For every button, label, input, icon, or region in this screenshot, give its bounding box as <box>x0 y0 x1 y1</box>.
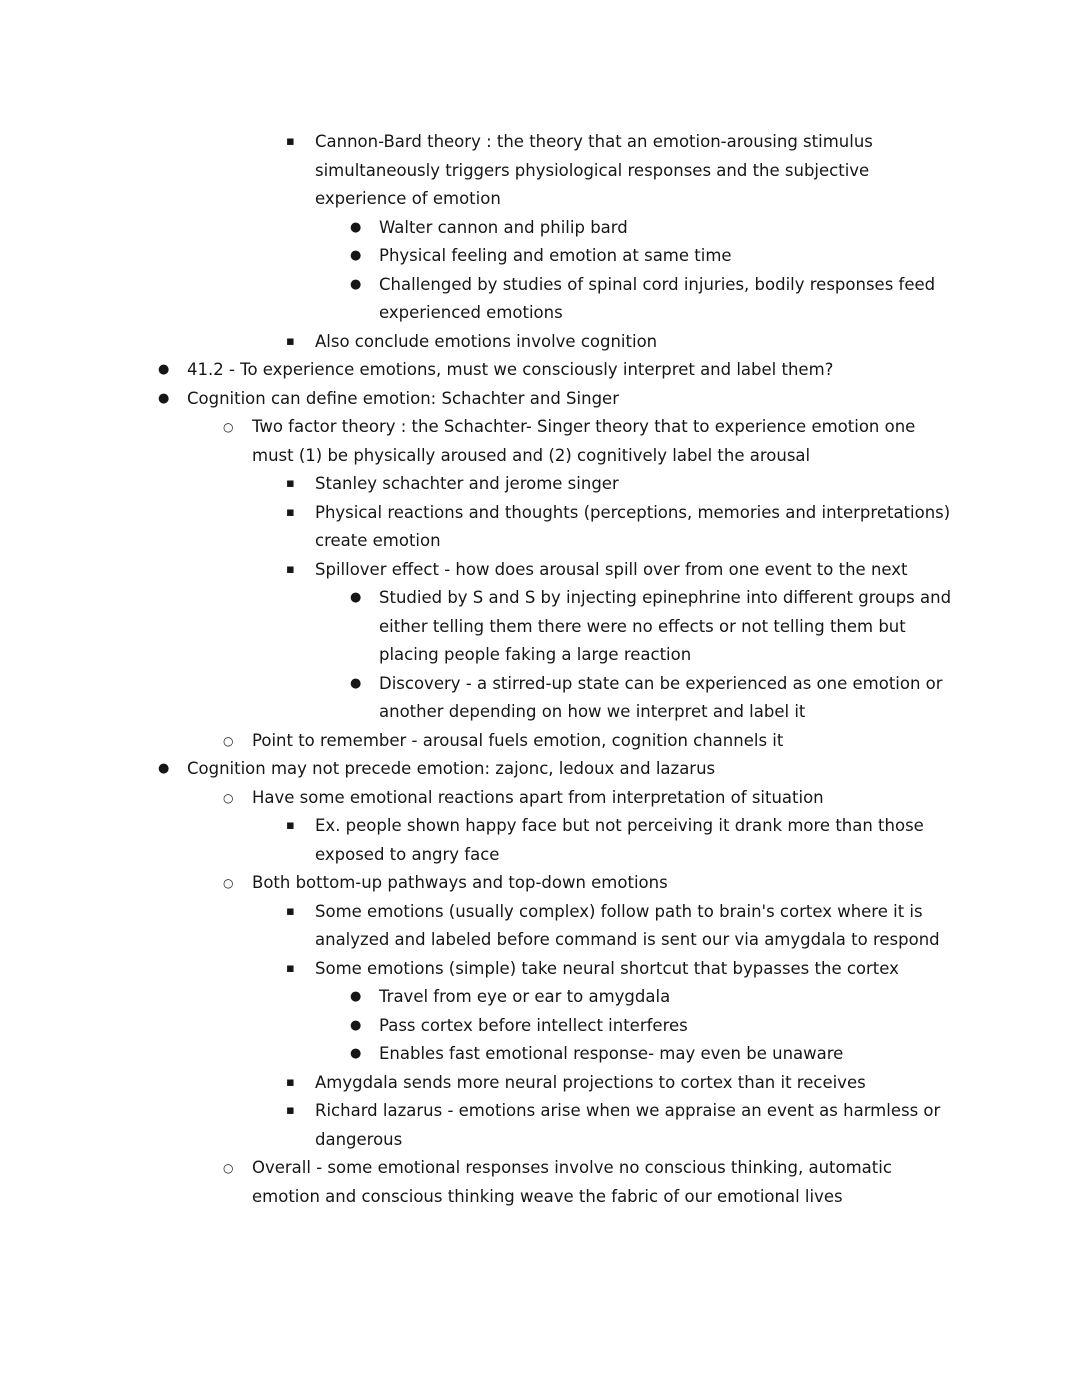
list-item <box>158 385 960 414</box>
list-item <box>286 470 960 499</box>
list-item <box>223 727 960 756</box>
square-bullet-icon: ▪ <box>286 476 295 491</box>
disc-bullet-icon: ● <box>158 761 170 776</box>
square-bullet-icon: ▪ <box>286 561 295 577</box>
disc-bullet-icon: ● <box>158 390 170 406</box>
list-item-text: Spillover effect - how does arousal spill over from one event to the next <box>315 559 908 579</box>
list-item <box>286 1097 960 1154</box>
list-item-text: Two factor theory : the Schachter- Singer theory that to experience emotion one must (1) be physically aroused and (2) cognitively label the arousal <box>252 417 916 465</box>
square-bullet-icon: ▪ <box>286 903 295 919</box>
list-item <box>286 556 960 585</box>
square-bullet-icon: ▪ <box>286 504 295 520</box>
disc-bullet-icon: ● <box>350 989 362 1004</box>
square-bullet-icon: ▪ <box>286 818 295 833</box>
list-item <box>286 898 960 955</box>
list-item <box>158 356 960 385</box>
list-item-text: Also conclude emotions involve cognition <box>315 331 658 351</box>
list-item <box>350 1012 960 1041</box>
list-item-text: Challenged by studies of spinal cord injuries, bodily responses feed experienced emotions <box>379 274 936 322</box>
disc-bullet-icon: ● <box>350 590 362 605</box>
list-item-text: Cognition can define emotion: Schachter and Singer <box>187 388 619 408</box>
list-item <box>286 128 960 214</box>
square-bullet-icon: ▪ <box>286 333 295 349</box>
list-item-text: Studied by S and S by injecting epinephrine into different groups and either telling them there were no effects or not telling them but placing people faking a large reaction <box>379 588 952 664</box>
disc-bullet-icon: ● <box>350 675 362 691</box>
list-item-text: Some emotions (simple) take neural shortcut that bypasses the cortex <box>315 958 899 978</box>
list-item <box>286 1069 960 1098</box>
list-item-text: 41.2 - To experience emotions, must we consciously interpret and label them? <box>187 360 834 379</box>
list-item-text: Point to remember - arousal fuels emotion, cognition channels it <box>252 730 784 750</box>
list-item <box>223 869 960 898</box>
circle-bullet-icon: ○ <box>223 733 234 748</box>
disc-bullet-icon: ● <box>158 362 170 377</box>
list-item <box>223 413 960 470</box>
disc-bullet-icon: ● <box>350 1017 362 1033</box>
list-item <box>350 242 960 271</box>
circle-bullet-icon: ○ <box>223 790 234 805</box>
disc-bullet-icon: ● <box>350 219 362 235</box>
list-item-text: Have some emotional reactions apart from interpretation of situation <box>252 787 824 807</box>
list-item-text: Both bottom-up pathways and top-down emotions <box>252 873 668 892</box>
square-bullet-icon: ▪ <box>286 1074 295 1090</box>
list-item <box>158 755 960 784</box>
list-item-text: Travel from eye or ear to amygdala <box>379 987 671 1006</box>
list-item-text: Physical feeling and emotion at same time <box>379 246 732 265</box>
list-item <box>286 955 960 984</box>
list-item <box>286 328 960 357</box>
circle-bullet-icon: ○ <box>223 876 234 890</box>
list-item <box>223 1154 960 1211</box>
list-item-text: Richard lazarus - emotions arise when we appraise an event as harmless or dangerous <box>315 1101 941 1149</box>
list-item <box>350 584 960 670</box>
list-item-text: Enables fast emotional response- may even be unaware <box>379 1044 844 1063</box>
list-item-text: Discovery - a stirred-up state can be experienced as one emotion or another depending on how we interpret and label it <box>379 673 943 721</box>
list-item-text: Pass cortex before intellect interferes <box>379 1015 688 1035</box>
list-item <box>350 1040 960 1069</box>
list-item <box>350 271 960 328</box>
list-item-text: Stanley schachter and jerome singer <box>315 474 619 493</box>
notes-list <box>0 128 960 1211</box>
list-item-text: Cognition may not precede emotion: zajonc, ledoux and lazarus <box>187 759 716 778</box>
circle-bullet-icon: ○ <box>223 420 234 434</box>
list-item <box>286 812 960 869</box>
circle-bullet-icon: ○ <box>223 1161 234 1175</box>
list-item <box>350 983 960 1012</box>
disc-bullet-icon: ● <box>350 248 362 263</box>
list-item <box>350 214 960 243</box>
square-bullet-icon: ▪ <box>286 960 295 976</box>
list-item-text: Walter cannon and philip bard <box>379 217 628 237</box>
square-bullet-icon: ▪ <box>286 1103 295 1118</box>
list-item-text: Overall - some emotional responses involve no conscious thinking, automatic emotion and conscious thinking weave the fabric of our emotional lives <box>252 1158 892 1206</box>
list-item-text: Cannon-Bard theory : the theory that an emotion-arousing stimulus simultaneously triggers physiological responses and the subjective experience of emotion <box>315 132 873 208</box>
disc-bullet-icon: ● <box>350 1046 362 1061</box>
list-item <box>286 499 960 556</box>
list-item-text: Physical reactions and thoughts (perceptions, memories and interpretations) create emotion <box>315 502 951 550</box>
disc-bullet-icon: ● <box>350 276 362 292</box>
list-item-text: Amygdala sends more neural projections to cortex than it receives <box>315 1072 866 1092</box>
square-bullet-icon: ▪ <box>286 134 295 149</box>
list-item <box>223 784 960 813</box>
list-item-text: Some emotions (usually complex) follow path to brain's cortex where it is analyzed and labeled before command is sent our via amygdala to respond <box>315 901 940 949</box>
list-item-text: Ex. people shown happy face but not perceiving it drank more than those exposed to angry face <box>315 816 924 864</box>
list-item <box>350 670 960 727</box>
